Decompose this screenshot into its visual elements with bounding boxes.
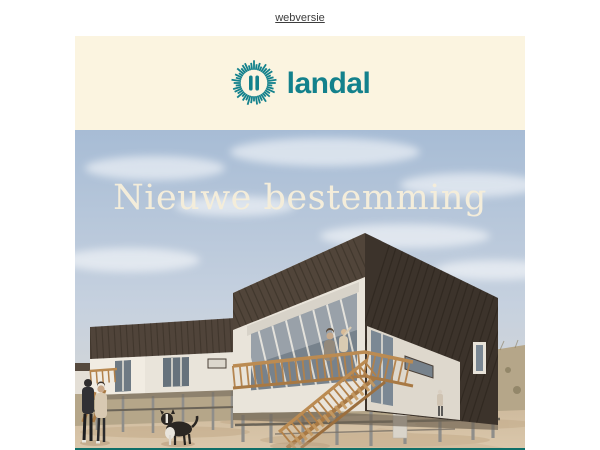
topbar [0, 0, 600, 36]
landal-sunburst-icon [230, 59, 278, 107]
brand-wordmark: landal [286, 67, 371, 100]
hero-title: Nieuwe bestemming [113, 178, 487, 218]
sunburst-ticks [231, 60, 276, 104]
email-header [75, 36, 525, 130]
hero-banner [75, 130, 525, 448]
email-body [75, 36, 525, 450]
webversie-link[interactable]: webversie [275, 12, 325, 24]
